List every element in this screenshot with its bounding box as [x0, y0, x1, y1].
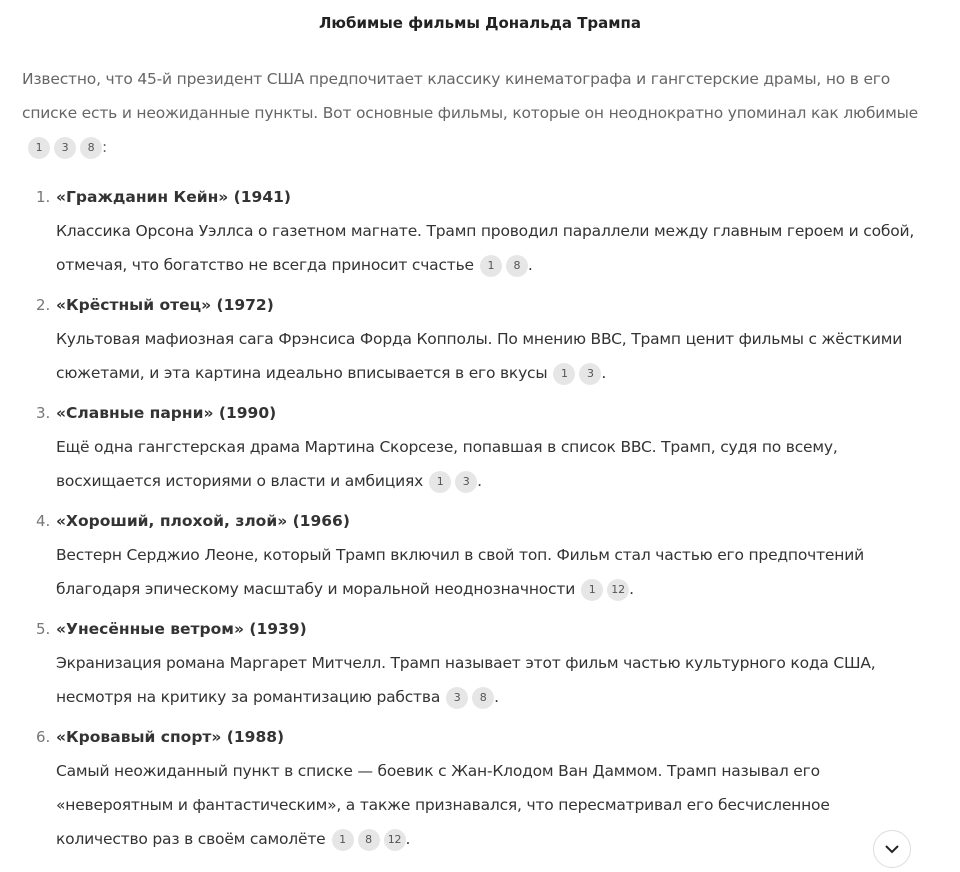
- item-number: 1.: [36, 188, 51, 206]
- scroll-down-button[interactable]: [873, 830, 911, 868]
- movie-title: «Славные парни» (1990): [56, 404, 277, 422]
- item-refs: [581, 579, 629, 601]
- citation-badge[interactable]: 3: [446, 687, 468, 709]
- citation-badge[interactable]: 3: [455, 471, 477, 493]
- movie-description: [56, 646, 918, 714]
- list-item: [22, 612, 922, 714]
- movie-description: [56, 214, 918, 282]
- movie-title: «Гражданин Кейн» (1941): [56, 188, 291, 206]
- item-refs: [553, 363, 601, 385]
- list-item: [22, 288, 922, 390]
- citation-badge[interactable]: 12: [384, 829, 406, 851]
- item-refs: [332, 829, 406, 851]
- citation-badge[interactable]: 8: [80, 137, 102, 159]
- citation-badge[interactable]: 12: [607, 579, 629, 601]
- list-item: [22, 720, 922, 856]
- description-text: Самый неожиданный пункт в списке — боевик с Жан-Клодом Ван Даммом. Трамп называл его «невероятным и фантастическим», а также признавался, что пересматривал его бесчисленное количество раз в своём самолёте: [56, 762, 830, 848]
- citation-badge[interactable]: 1: [480, 255, 502, 277]
- intro-paragraph: [22, 62, 922, 164]
- description-text: Культовая мафиозная сага Фрэнсиса Форда Копполы. По мнению BBC, Трамп ценит фильмы с жёсткими сюжетами, и эта картина идеально вписывается в его вкусы: [56, 330, 903, 382]
- citation-badge[interactable]: 1: [429, 471, 451, 493]
- intro-end: :: [102, 138, 108, 156]
- movie-title: «Кровавый спорт» (1988): [56, 728, 285, 746]
- citation-badge[interactable]: 3: [579, 363, 601, 385]
- period: .: [494, 688, 499, 706]
- item-number: 5.: [36, 620, 51, 638]
- movie-description: [56, 538, 918, 606]
- citation-badge[interactable]: 1: [581, 579, 603, 601]
- movie-title: «Унесённые ветром» (1939): [56, 620, 307, 638]
- movie-list: [22, 180, 922, 862]
- period: .: [477, 472, 482, 490]
- movie-title: «Крёстный отец» (1972): [56, 296, 274, 314]
- description-text: Классика Орсона Уэллса о газетном магнате. Трамп проводил параллели между главным героем и собой, отмечая, что богатство не всегда приносит счастье: [56, 222, 915, 274]
- item-refs: [480, 255, 528, 277]
- item-number: 4.: [36, 512, 51, 530]
- item-refs: [429, 471, 477, 493]
- citation-badge[interactable]: 1: [553, 363, 575, 385]
- list-item: [22, 504, 922, 606]
- description-text: Экранизация романа Маргарет Митчелл. Трамп называет этот фильм частью культурного кода США, несмотря на критику за романтизацию рабства: [56, 654, 876, 706]
- description-text: Вестерн Серджио Леоне, который Трамп включил в свой топ. Фильм стал частью его предпочтений благодаря эпическому масштабу и моральной неоднозначности: [56, 546, 864, 598]
- movie-description: [56, 430, 918, 498]
- citation-badge[interactable]: 3: [54, 137, 76, 159]
- period: .: [405, 830, 411, 848]
- intro-text: Известно, что 45-й президент США предпочитает классику кинематографа и гангстерские драмы, но в его списке есть и неожиданные пункты. Вот основные фильмы, которые он неоднократно упоминал как любимые: [22, 70, 918, 122]
- item-refs: [446, 687, 494, 709]
- citation-badge[interactable]: 8: [506, 255, 528, 277]
- item-number: 2.: [36, 296, 51, 314]
- movie-title: «Хороший, плохой, злой» (1966): [56, 512, 350, 530]
- list-item: [22, 180, 922, 282]
- description-text: Ещё одна гангстерская драма Мартина Скорсезе, попавшая в список BBC. Трамп, судя по всему, восхищается историями о власти и амбициях: [56, 438, 838, 490]
- chevron-down-icon: [884, 844, 900, 854]
- page-title: Любимые фильмы Дональда Трампа: [318, 14, 642, 32]
- item-number: 3.: [36, 404, 51, 422]
- citation-badge[interactable]: 8: [358, 829, 380, 851]
- list-item: [22, 396, 922, 498]
- period: .: [629, 580, 634, 598]
- movie-description: [56, 322, 918, 390]
- intro-refs: [28, 137, 102, 159]
- movie-description: [56, 754, 918, 856]
- citation-badge[interactable]: 1: [332, 829, 354, 851]
- period: .: [601, 364, 607, 382]
- citation-badge[interactable]: 8: [472, 687, 494, 709]
- period: .: [527, 256, 533, 274]
- citation-badge[interactable]: 1: [28, 137, 50, 159]
- item-number: 6.: [36, 728, 51, 746]
